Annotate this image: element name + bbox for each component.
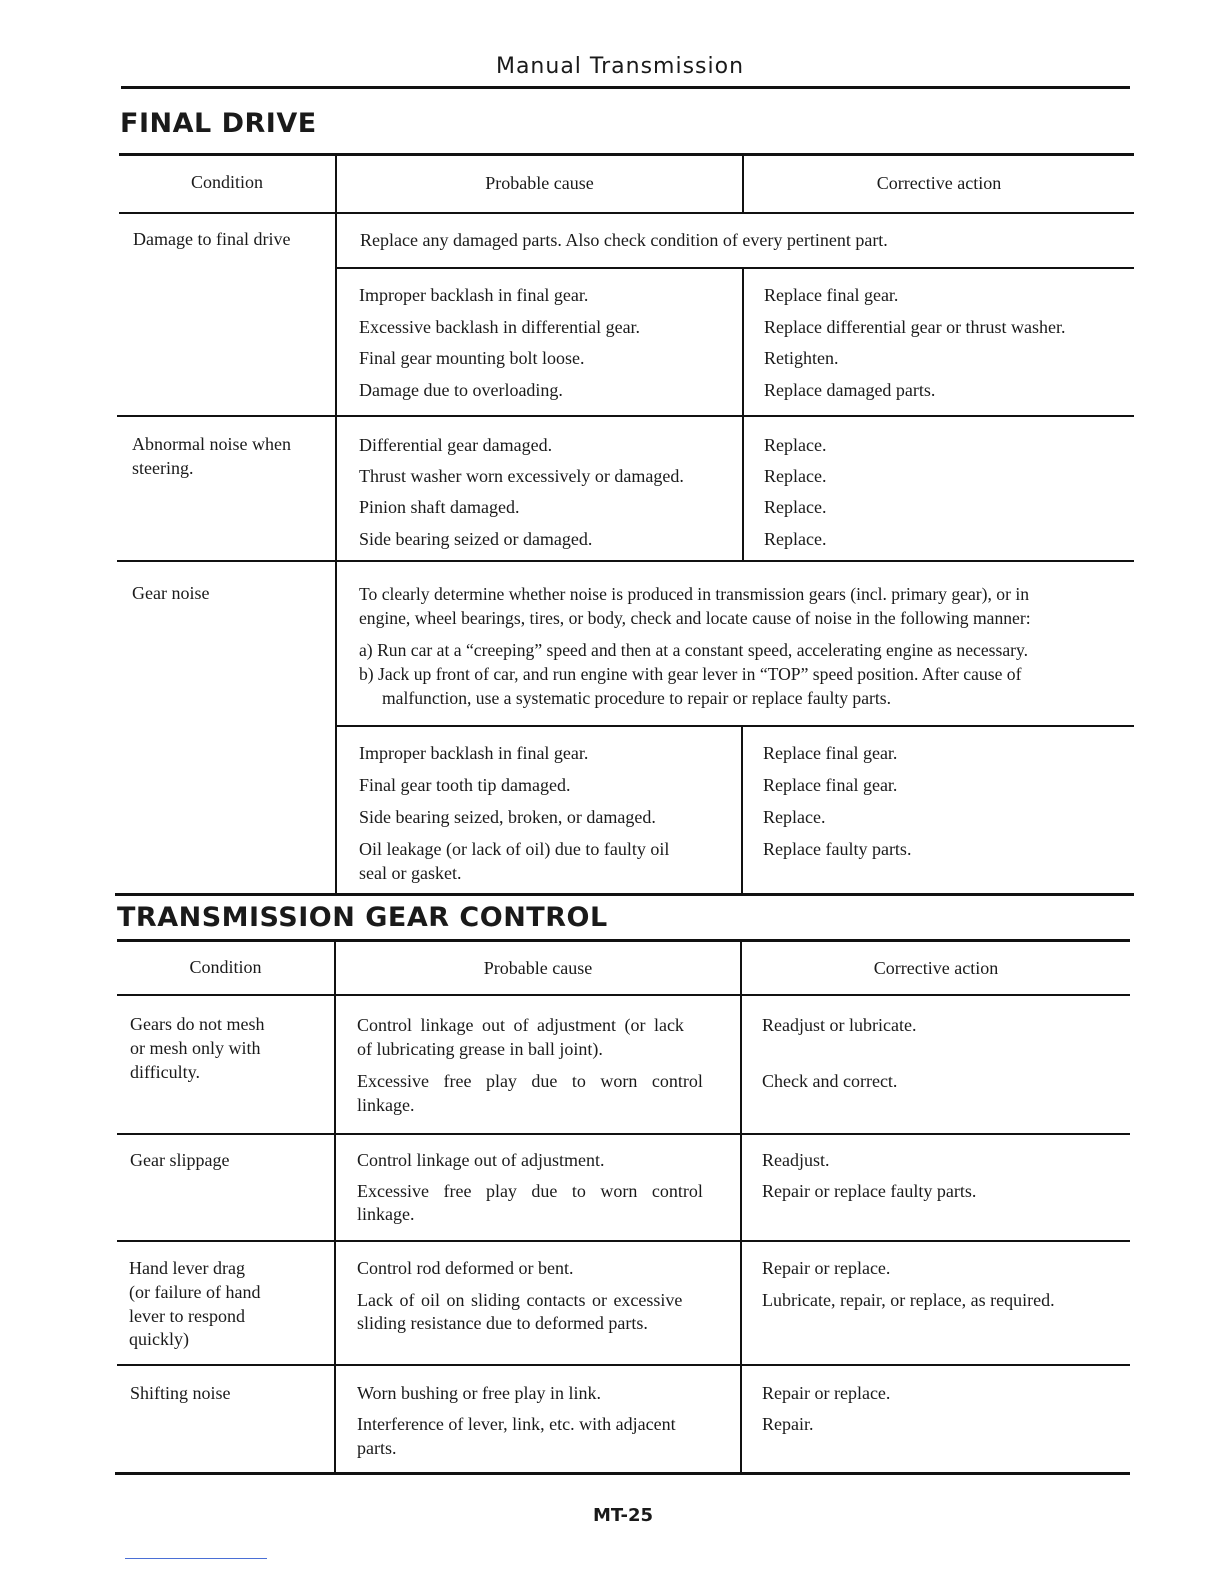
column-header-corrective-action: Corrective action [873, 958, 999, 978]
table-rule [117, 415, 1134, 417]
spanning-note: To clearly determine whether noise is produced in transmission gears (incl. primary gear), or in [359, 584, 1030, 604]
cause-item: Excessive free play due to worn control [357, 1071, 703, 1091]
cause-item: of lubricating grease in ball joint). [357, 1039, 603, 1059]
condition-cell: difficulty. [130, 1062, 200, 1082]
action-item: Replace. [764, 529, 827, 549]
column-header-probable-cause: Probable cause [485, 173, 594, 193]
header-rule [121, 86, 1130, 89]
column-divider [740, 939, 742, 1474]
condition-cell: (or failure of hand [129, 1282, 261, 1302]
cause-item: Improper backlash in final gear. [359, 285, 589, 305]
action-item: Readjust or lubricate. [762, 1015, 917, 1035]
column-divider [741, 725, 743, 895]
action-item: Readjust. [762, 1150, 830, 1170]
cause-item: sliding resistance due to deformed parts. [357, 1313, 648, 1333]
spanning-note: a) Run car at a “creeping” speed and then at a constant speed, accelerating engine as necessary. [359, 640, 1029, 660]
cause-item: Excessive backlash in differential gear. [359, 317, 641, 337]
column-header-probable-cause: Probable cause [483, 958, 593, 978]
condition-cell: Gear slippage [130, 1150, 230, 1170]
condition-cell: steering. [132, 458, 194, 478]
action-item: Check and correct. [762, 1071, 898, 1091]
section-title-final-drive: FINAL DRIVE [120, 108, 317, 139]
table-rule [117, 1133, 1130, 1135]
cause-item: Differential gear damaged. [359, 435, 553, 455]
cause-item: Worn bushing or free play in link. [357, 1383, 602, 1403]
column-header-condition: Condition [189, 957, 262, 977]
condition-cell: lever to respond [129, 1306, 245, 1326]
action-item: Replace final gear. [764, 285, 899, 305]
action-item: Repair or replace. [762, 1383, 891, 1403]
action-item: Replace differential gear or thrust washer. [764, 317, 1066, 337]
cause-item: Final gear tooth tip damaged. [359, 775, 571, 795]
column-divider [742, 267, 744, 562]
action-item: Retighten. [764, 348, 839, 368]
table-rule [117, 994, 1130, 996]
action-item: Replace final gear. [763, 775, 898, 795]
cause-item: parts. [357, 1438, 397, 1458]
spanning-note: Replace any damaged parts. Also check condition of every pertinent part. [360, 230, 888, 250]
action-item: Replace. [763, 807, 826, 827]
condition-cell: Hand lever drag [129, 1258, 245, 1278]
condition-cell: Gears do not mesh [130, 1014, 265, 1034]
cause-item: Damage due to overloading. [359, 380, 563, 400]
cause-item: Control linkage out of adjustment. [357, 1150, 605, 1170]
cause-item: seal or gasket. [359, 863, 462, 883]
table-rule [119, 153, 1134, 156]
spanning-note: engine, wheel bearings, tires, or body, check and locate cause of noise in the following manner: [359, 608, 1031, 628]
cause-item: Excessive free play due to worn control [357, 1181, 703, 1201]
table-rule [117, 560, 1134, 562]
action-item: Lubricate, repair, or replace, as required. [762, 1290, 1055, 1310]
cause-item: Final gear mounting bolt loose. [359, 348, 585, 368]
condition-cell: or mesh only with [130, 1038, 261, 1058]
cause-item: linkage. [357, 1204, 415, 1224]
condition-cell: quickly) [129, 1329, 189, 1349]
table-rule [117, 1364, 1130, 1366]
cause-item: Pinion shaft damaged. [359, 497, 520, 517]
condition-cell: Shifting noise [130, 1383, 231, 1403]
section-title-gear-control: TRANSMISSION GEAR CONTROL [117, 902, 608, 933]
spanning-note: malfunction, use a systematic procedure to repair or replace faulty parts. [382, 688, 892, 708]
footer-link-underline [125, 1558, 267, 1559]
column-header-condition: Condition [190, 172, 263, 192]
action-item: Replace final gear. [763, 743, 898, 763]
action-item: Replace faulty parts. [763, 839, 912, 859]
cause-item: Side bearing seized or damaged. [359, 529, 593, 549]
cause-item: linkage. [357, 1095, 415, 1115]
page-number: MT-25 [593, 1505, 654, 1526]
cause-item: Side bearing seized, broken, or damaged. [359, 807, 656, 827]
cause-item: Lack of oil on sliding contacts or excessive [357, 1290, 683, 1310]
action-item: Replace. [764, 466, 827, 486]
table-rule [337, 267, 1134, 269]
cause-item: Control rod deformed or bent. [357, 1258, 574, 1278]
condition-cell: Abnormal noise when [132, 434, 291, 454]
cause-item: Interference of lever, link, etc. with adjacent [357, 1414, 676, 1434]
action-item: Replace damaged parts. [764, 380, 936, 400]
table-rule [117, 939, 1130, 942]
action-item: Replace. [764, 435, 827, 455]
table-rule [115, 1472, 1130, 1475]
spanning-note: b) Jack up front of car, and run engine with gear lever in “TOP” speed position. After cause of [359, 664, 1022, 684]
action-item: Repair or replace faulty parts. [762, 1181, 977, 1201]
cause-item: Control linkage out of adjustment (or lack [357, 1015, 684, 1035]
cause-item: Thrust washer worn excessively or damaged. [359, 466, 684, 486]
action-item: Replace. [764, 497, 827, 517]
action-item: Repair or replace. [762, 1258, 891, 1278]
column-divider [334, 939, 336, 1474]
page-title: Manual Transmission [495, 54, 745, 79]
table-rule [337, 725, 1134, 727]
condition-cell: Damage to final drive [133, 229, 291, 249]
column-header-corrective-action: Corrective action [876, 173, 1002, 193]
condition-cell: Gear noise [132, 583, 210, 603]
column-divider [335, 153, 337, 895]
cause-item: Improper backlash in final gear. [359, 743, 589, 763]
action-item: Repair. [762, 1414, 814, 1434]
cause-item: Oil leakage (or lack of oil) due to faulty oil [359, 839, 670, 859]
table-rule [117, 1240, 1130, 1242]
table-rule [115, 893, 1134, 896]
table-rule [119, 212, 1134, 214]
